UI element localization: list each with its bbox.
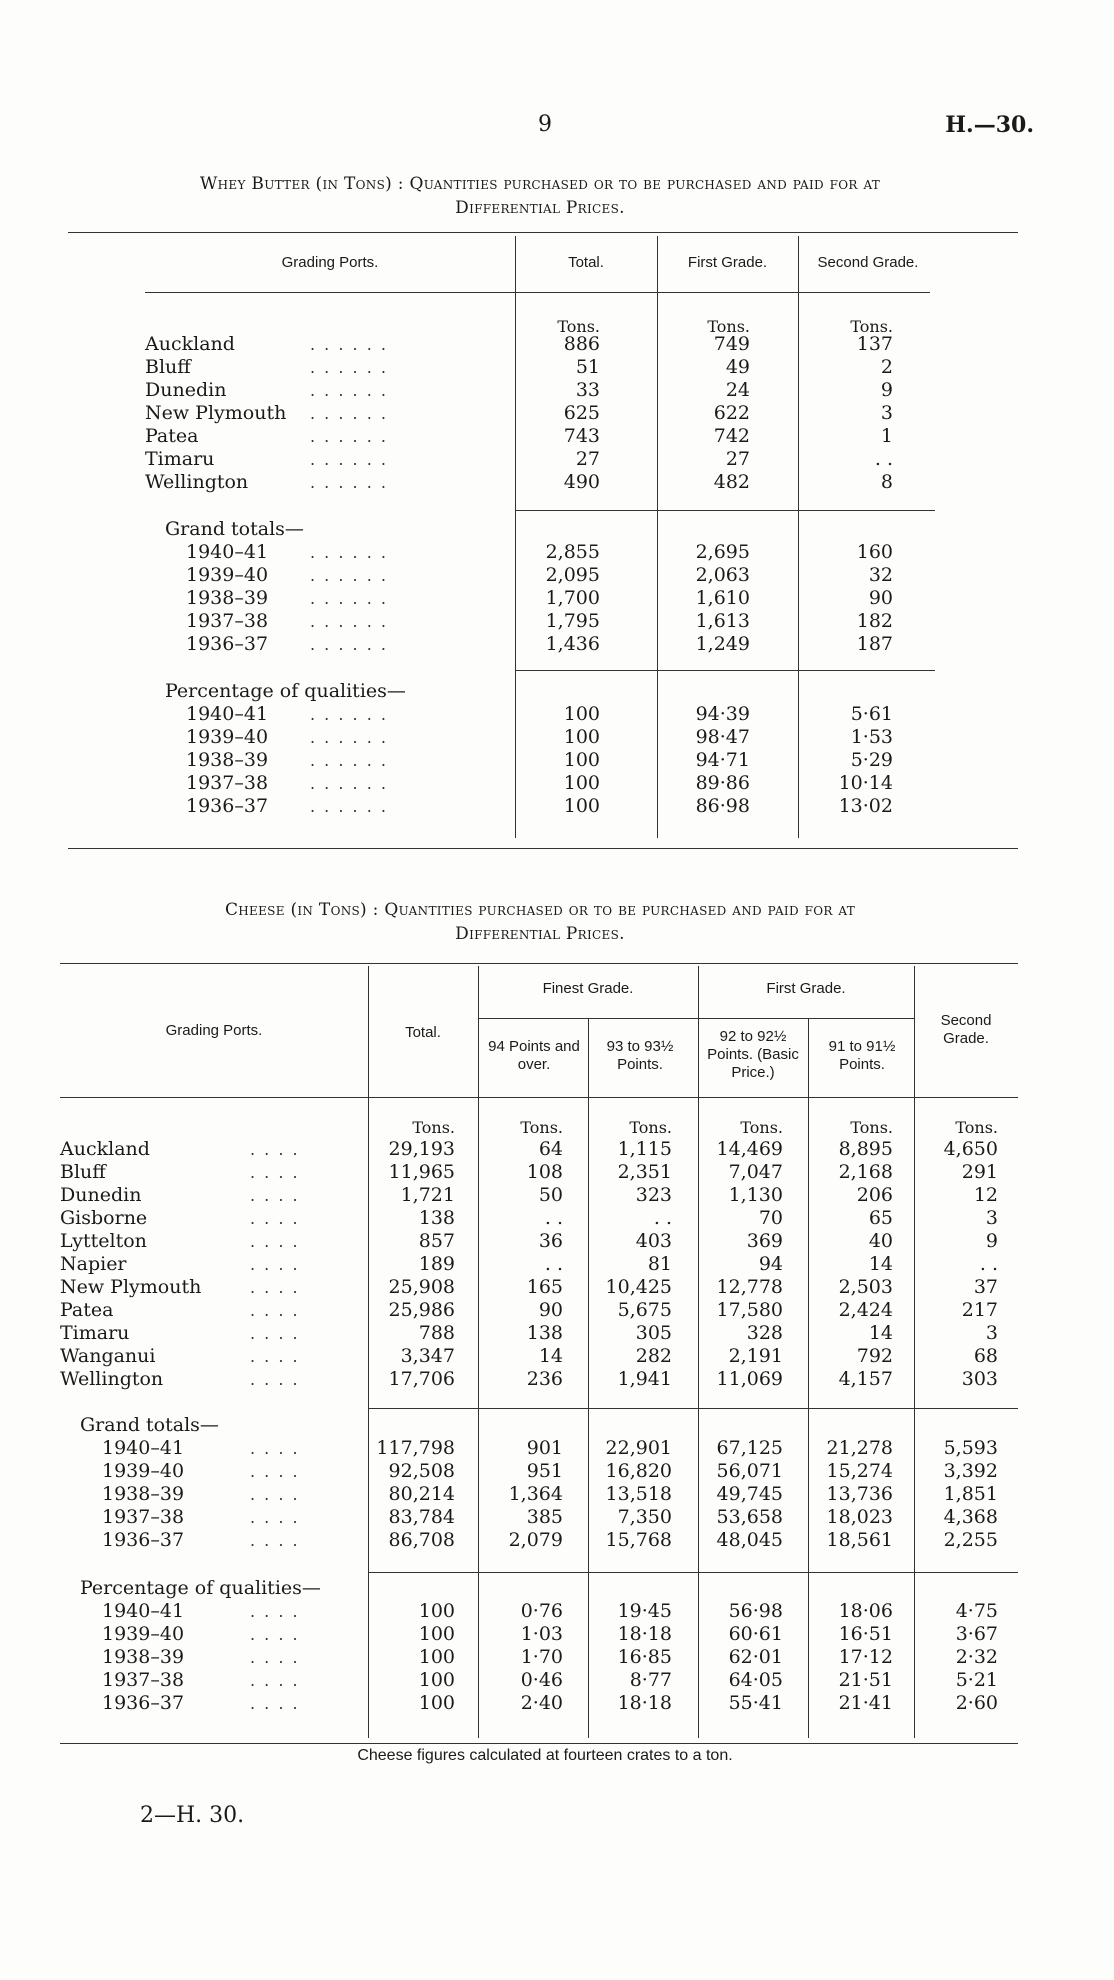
whey-totals-second: 182 <box>856 610 893 632</box>
whey-port-label: New Plymouth <box>145 402 287 424</box>
cheese-pct-cell: 2·32 <box>955 1646 998 1668</box>
whey-port-total: 625 <box>563 402 600 424</box>
cheese-title-line2: Differential Prices. <box>455 924 625 944</box>
cheese-totals-cell: 53,658 <box>716 1506 783 1528</box>
whey-col-total: Total. <box>568 254 604 271</box>
cheese-totals-cell: 22,901 <box>605 1437 672 1459</box>
cheese-totals-cell: 5,593 <box>943 1437 998 1459</box>
cheese-totals-cell: 901 <box>526 1437 563 1459</box>
cheese-ports-cell: 29,193 <box>388 1138 455 1160</box>
cheese-ports-cell: 81 <box>647 1253 672 1275</box>
cheese-totals-cell: 951 <box>526 1460 563 1482</box>
whey-pct-leader-dots: . . . . . . <box>310 797 388 816</box>
whey-port-first: 742 <box>713 425 750 447</box>
cheese-totals-cell: 385 <box>526 1506 563 1528</box>
whey-totals-label: 1939–40 <box>186 564 269 586</box>
cheese-ports-cell: 305 <box>635 1322 672 1344</box>
whey-port-leader-dots: . . . . . . <box>310 473 388 492</box>
cheese-totals-label: 1938–39 <box>102 1483 185 1505</box>
cheese-pct-cell: 60·61 <box>728 1623 783 1645</box>
whey-pct-label: 1937–38 <box>186 772 269 794</box>
whey-pct-first: 98·47 <box>695 726 750 748</box>
cheese-pct-cell: 8·77 <box>629 1669 672 1691</box>
cheese-totals-cell: 13,518 <box>605 1483 672 1505</box>
whey-pct-leader-dots: . . . . . . <box>310 705 388 724</box>
cheese-leader-dots: . . . . <box>250 1694 300 1713</box>
cheese-unit: Tons. <box>520 1118 563 1137</box>
cheese-ports-cell: 2,191 <box>728 1345 783 1367</box>
cheese-pct-cell: 2·40 <box>520 1692 563 1714</box>
whey-pct-second: 13·02 <box>838 795 893 817</box>
cheese-ports-cell: 8,895 <box>838 1138 893 1160</box>
whey-port-second: . . <box>874 448 893 470</box>
whey-totals-label: 1937–38 <box>186 610 269 632</box>
cheese-leader-dots: . . . . <box>250 1508 300 1527</box>
cheese-totals-label: 1940–41 <box>102 1437 185 1459</box>
whey-port-second: 8 <box>880 471 893 493</box>
cheese-unit: Tons. <box>629 1118 672 1137</box>
cheese-ports-cell: . . <box>544 1207 563 1229</box>
cheese-pct-cell: 18·18 <box>617 1692 672 1714</box>
cheese-totals-cell: 3,392 <box>943 1460 998 1482</box>
cheese-pct-cell: 5·21 <box>955 1669 998 1691</box>
whey-port-leader-dots: . . . . . . <box>310 404 388 423</box>
cheese-leader-dots: . . . . <box>250 1370 300 1389</box>
whey-totals-first: 2,695 <box>695 541 750 563</box>
cheese-ports-cell: 236 <box>526 1368 563 1390</box>
cheese-ports-cell: 2,503 <box>838 1276 893 1298</box>
whey-pct-leader-dots: . . . . . . <box>310 751 388 770</box>
cheese-leader-dots: . . . . <box>250 1301 300 1320</box>
whey-port-second: 9 <box>880 379 893 401</box>
cheese-unit: Tons. <box>740 1118 783 1137</box>
whey-port-total: 886 <box>563 333 600 355</box>
cheese-leader-dots: . . . . <box>250 1531 300 1550</box>
cheese-leader-dots: . . . . <box>250 1186 300 1205</box>
whey-port-second: 2 <box>880 356 893 378</box>
cheese-ports-cell: 1,941 <box>617 1368 672 1390</box>
cheese-ports-cell: 14,469 <box>716 1138 783 1160</box>
cheese-pct-cell: 16·51 <box>838 1623 893 1645</box>
cheese-ports-cell: 3 <box>985 1322 998 1344</box>
whey-totals-total: 1,436 <box>545 633 600 655</box>
cheese-ports-cell: 90 <box>538 1299 563 1321</box>
whey-pct-first: 94·39 <box>695 703 750 725</box>
cheese-ports-cell: 40 <box>868 1230 893 1252</box>
whey-pct-first: 86·98 <box>695 795 750 817</box>
whey-pct-label: 1939–40 <box>186 726 269 748</box>
cheese-pct-cell: 2·60 <box>955 1692 998 1714</box>
cheese-totals-cell: 1,851 <box>943 1483 998 1505</box>
cheese-leader-dots: . . . . <box>250 1278 300 1297</box>
cheese-ports-cell: 14 <box>868 1253 893 1275</box>
cheese-totals-cell: 2,079 <box>508 1529 563 1551</box>
whey-unit-first: Tons. <box>707 317 750 336</box>
whey-col-first: First Grade. <box>687 254 768 271</box>
cheese-totals-cell: 16,820 <box>605 1460 672 1482</box>
cheese-ports-cell: 68 <box>973 1345 998 1367</box>
cheese-ports-cell: 7,047 <box>728 1161 783 1183</box>
cheese-ports-label: Wanganui <box>60 1345 156 1367</box>
whey-pct-first: 89·86 <box>695 772 750 794</box>
cheese-ports-cell: 303 <box>961 1368 998 1390</box>
cheese-leader-dots: . . . . <box>250 1439 300 1458</box>
whey-port-total: 490 <box>563 471 600 493</box>
cheese-ports-cell: 14 <box>538 1345 563 1367</box>
whey-pct-second: 5·61 <box>850 703 893 725</box>
cheese-unit: Tons. <box>955 1118 998 1137</box>
whey-port-label: Wellington <box>145 471 249 493</box>
cheese-ports-cell: . . <box>979 1253 998 1275</box>
cheese-ports-cell: 2,168 <box>838 1161 893 1183</box>
whey-totals-second: 32 <box>868 564 893 586</box>
cheese-ports-label: New Plymouth <box>60 1276 202 1298</box>
whey-port-label: Auckland <box>145 333 235 355</box>
cheese-footnote: Cheese figures calculated at fourteen crates to a ton. <box>357 1747 733 1764</box>
whey-port-second: 137 <box>856 333 893 355</box>
whey-totals-first: 1,249 <box>695 633 750 655</box>
cheese-ports-cell: 9 <box>985 1230 998 1252</box>
whey-title-line1: Whey Butter (in Tons) : Quantities purchased or to be purchased and paid for at <box>199 174 881 194</box>
cheese-pct-cell: 21·41 <box>838 1692 893 1714</box>
cheese-ports-cell: 857 <box>418 1230 455 1252</box>
cheese-totals-cell: 7,350 <box>617 1506 672 1528</box>
whey-totals-label: Grand totals— <box>165 518 304 540</box>
cheese-pct-cell: 18·18 <box>617 1623 672 1645</box>
cheese-totals-cell: 18,561 <box>826 1529 893 1551</box>
cheese-ports-cell: 12 <box>973 1184 998 1206</box>
cheese-ports-cell: 17,580 <box>716 1299 783 1321</box>
cheese-totals-cell: 49,745 <box>716 1483 783 1505</box>
cheese-col-94: 94 Points and over. <box>488 1038 580 1073</box>
cheese-ports-cell: 14 <box>868 1322 893 1344</box>
cheese-totals-cell: 2,255 <box>943 1529 998 1551</box>
whey-totals-second: 90 <box>868 587 893 609</box>
cheese-leader-dots: . . . . <box>250 1140 300 1159</box>
cheese-ports-cell: 25,908 <box>388 1276 455 1298</box>
whey-port-first: 749 <box>713 333 750 355</box>
cheese-pct-cell: 21·51 <box>838 1669 893 1691</box>
cheese-leader-dots: . . . . <box>250 1648 300 1667</box>
cheese-ports-cell: 3,347 <box>400 1345 455 1367</box>
whey-pct-total: 100 <box>563 703 600 725</box>
whey-totals-first: 2,063 <box>695 564 750 586</box>
cheese-ports-cell: 403 <box>635 1230 672 1252</box>
cheese-totals-cell: 48,045 <box>716 1529 783 1551</box>
cheese-ports-cell: 70 <box>758 1207 783 1229</box>
cheese-leader-dots: . . . . <box>250 1347 300 1366</box>
cheese-ports-cell: . . <box>653 1207 672 1229</box>
cheese-ports-cell: 2,351 <box>617 1161 672 1183</box>
cheese-totals-cell: 18,023 <box>826 1506 893 1528</box>
cheese-pct-label: 1937–38 <box>102 1669 185 1691</box>
cheese-pct-cell: 16·85 <box>617 1646 672 1668</box>
cheese-totals-cell: 80,214 <box>388 1483 455 1505</box>
cheese-totals-cell: 67,125 <box>716 1437 783 1459</box>
cheese-totals-cell: 92,508 <box>388 1460 455 1482</box>
cheese-ports-label: Dunedin <box>60 1184 142 1206</box>
cheese-ports-cell: 2,424 <box>838 1299 893 1321</box>
whey-totals-leader-dots: . . . . . . <box>310 635 388 654</box>
cheese-ports-cell: 37 <box>973 1276 998 1298</box>
cheese-ports-cell: 138 <box>418 1207 455 1229</box>
cheese-ports-cell: 5,675 <box>617 1299 672 1321</box>
whey-port-first: 24 <box>725 379 750 401</box>
whey-port-leader-dots: . . . . . . <box>310 381 388 400</box>
report-reference: H.—30. <box>945 112 1034 138</box>
whey-port-first: 27 <box>725 448 750 470</box>
cheese-leader-dots: . . . . <box>250 1255 300 1274</box>
cheese-totals-label: Grand totals— <box>80 1414 219 1436</box>
whey-unit-second: Tons. <box>850 317 893 336</box>
page-number: 9 <box>538 112 552 137</box>
whey-totals-second: 160 <box>856 541 893 563</box>
whey-pct-second: 5·29 <box>850 749 893 771</box>
whey-totals-leader-dots: . . . . . . <box>310 612 388 631</box>
cheese-pct-cell: 56·98 <box>728 1600 783 1622</box>
cheese-leader-dots: . . . . <box>250 1462 300 1481</box>
whey-totals-label: 1940–41 <box>186 541 269 563</box>
cheese-ports-cell: . . <box>544 1253 563 1275</box>
cheese-col-ports: Grading Ports. <box>165 1022 263 1039</box>
whey-pct-total: 100 <box>563 795 600 817</box>
whey-pct-total: 100 <box>563 749 600 771</box>
whey-port-label: Timaru <box>145 448 215 470</box>
cheese-totals-cell: 117,798 <box>376 1437 455 1459</box>
cheese-ports-label: Auckland <box>60 1138 150 1160</box>
whey-totals-second: 187 <box>856 633 893 655</box>
cheese-pct-cell: 0·46 <box>520 1669 563 1691</box>
whey-totals-total: 1,700 <box>545 587 600 609</box>
cheese-unit: Tons. <box>850 1118 893 1137</box>
cheese-ports-cell: 291 <box>961 1161 998 1183</box>
cheese-title-line1: Cheese (in Tons) : Quantities purchased or to be purchased and paid for at <box>224 900 855 920</box>
whey-pct-first: 94·71 <box>695 749 750 771</box>
cheese-ports-cell: 11,069 <box>716 1368 783 1390</box>
whey-pct-second: 10·14 <box>838 772 893 794</box>
whey-port-total: 33 <box>575 379 600 401</box>
cheese-totals-cell: 86,708 <box>388 1529 455 1551</box>
whey-totals-total: 2,855 <box>545 541 600 563</box>
cheese-pct-cell: 19·45 <box>617 1600 672 1622</box>
cheese-totals-label: 1937–38 <box>102 1506 185 1528</box>
cheese-pct-label: 1938–39 <box>102 1646 185 1668</box>
cheese-pct-cell: 62·01 <box>728 1646 783 1668</box>
cheese-ports-label: Lyttelton <box>60 1230 147 1252</box>
cheese-ports-cell: 11,965 <box>388 1161 455 1183</box>
cheese-ports-cell: 12,778 <box>716 1276 783 1298</box>
cheese-pct-cell: 55·41 <box>728 1692 783 1714</box>
whey-totals-leader-dots: . . . . . . <box>310 566 388 585</box>
cheese-totals-cell: 1,364 <box>508 1483 563 1505</box>
whey-port-second: 3 <box>880 402 893 424</box>
cheese-ports-cell: 788 <box>418 1322 455 1344</box>
cheese-ports-label: Timaru <box>60 1322 130 1344</box>
cheese-totals-cell: 15,274 <box>826 1460 893 1482</box>
cheese-ports-label: Patea <box>60 1299 114 1321</box>
whey-port-first: 49 <box>725 356 750 378</box>
cheese-ports-cell: 165 <box>526 1276 563 1298</box>
cheese-ports-label: Wellington <box>60 1368 164 1390</box>
whey-port-first: 482 <box>713 471 750 493</box>
whey-port-first: 622 <box>713 402 750 424</box>
cheese-ports-cell: 4,157 <box>838 1368 893 1390</box>
cheese-totals-cell: 4,368 <box>943 1506 998 1528</box>
cheese-leader-dots: . . . . <box>250 1163 300 1182</box>
cheese-leader-dots: . . . . <box>250 1324 300 1343</box>
whey-port-leader-dots: . . . . . . <box>310 450 388 469</box>
whey-port-label: Bluff <box>145 356 191 378</box>
whey-pct-leader-dots: . . . . . . <box>310 728 388 747</box>
whey-port-leader-dots: . . . . . . <box>310 358 388 377</box>
whey-port-leader-dots: . . . . . . <box>310 427 388 446</box>
cheese-ports-cell: 10,425 <box>605 1276 672 1298</box>
cheese-leader-dots: . . . . <box>250 1602 300 1621</box>
whey-totals-label: 1938–39 <box>186 587 269 609</box>
cheese-ports-label: Gisborne <box>60 1207 148 1229</box>
cheese-pct-label: 1939–40 <box>102 1623 185 1645</box>
cheese-col-93: 93 to 93½ Points. <box>606 1038 674 1073</box>
cheese-pct-label: Percentage of qualities— <box>80 1577 321 1599</box>
cheese-ports-cell: 323 <box>635 1184 672 1206</box>
whey-pct-leader-dots: . . . . . . <box>310 774 388 793</box>
cheese-pct-cell: 100 <box>418 1600 455 1622</box>
cheese-pct-cell: 100 <box>418 1669 455 1691</box>
cheese-ports-cell: 328 <box>746 1322 783 1344</box>
cheese-ports-label: Bluff <box>60 1161 106 1183</box>
cheese-ports-cell: 65 <box>868 1207 893 1229</box>
cheese-col-91: 91 to 91½ Points. <box>828 1038 896 1073</box>
cheese-ports-cell: 189 <box>418 1253 455 1275</box>
cheese-ports-cell: 17,706 <box>388 1368 455 1390</box>
cheese-ports-cell: 369 <box>746 1230 783 1252</box>
cheese-pct-cell: 0·76 <box>520 1600 563 1622</box>
whey-totals-leader-dots: . . . . . . <box>310 589 388 608</box>
cheese-pct-cell: 3·67 <box>955 1623 998 1645</box>
whey-port-total: 743 <box>563 425 600 447</box>
whey-port-second: 1 <box>880 425 893 447</box>
whey-col-ports: Grading Ports. <box>281 254 379 271</box>
whey-totals-first: 1,613 <box>695 610 750 632</box>
cheese-ports-cell: 206 <box>856 1184 893 1206</box>
whey-totals-leader-dots: . . . . . . <box>310 543 388 562</box>
cheese-totals-cell: 21,278 <box>826 1437 893 1459</box>
cheese-ports-cell: 282 <box>635 1345 672 1367</box>
cheese-pct-cell: 1·03 <box>520 1623 563 1645</box>
cheese-ports-cell: 25,986 <box>388 1299 455 1321</box>
whey-totals-total: 1,795 <box>545 610 600 632</box>
cheese-leader-dots: . . . . <box>250 1485 300 1504</box>
cheese-pct-label: 1936–37 <box>102 1692 185 1714</box>
cheese-ports-cell: 792 <box>856 1345 893 1367</box>
cheese-ports-cell: 50 <box>538 1184 563 1206</box>
cheese-pct-cell: 4·75 <box>955 1600 998 1622</box>
whey-pct-second: 1·53 <box>850 726 893 748</box>
cheese-leader-dots: . . . . <box>250 1209 300 1228</box>
cheese-pct-cell: 64·05 <box>728 1669 783 1691</box>
whey-totals-total: 2,095 <box>545 564 600 586</box>
cheese-ports-cell: 217 <box>961 1299 998 1321</box>
whey-col-second: Second Grade. <box>817 254 919 271</box>
whey-pct-label: 1940–41 <box>186 703 269 725</box>
cheese-ports-cell: 36 <box>538 1230 563 1252</box>
cheese-totals-label: 1936–37 <box>102 1529 185 1551</box>
whey-port-total: 51 <box>575 356 600 378</box>
cheese-totals-cell: 83,784 <box>388 1506 455 1528</box>
cheese-totals-label: 1939–40 <box>102 1460 185 1482</box>
cheese-leader-dots: . . . . <box>250 1671 300 1690</box>
cheese-col-second: Second Grade. <box>940 1012 992 1047</box>
cheese-ports-cell: 1,115 <box>617 1138 672 1160</box>
whey-unit-total: Tons. <box>557 317 600 336</box>
cheese-ports-cell: 1,130 <box>728 1184 783 1206</box>
cheese-col-92: 92 to 92½ Points. (Basic Price.) <box>707 1028 799 1081</box>
whey-pct-total: 100 <box>563 726 600 748</box>
cheese-pct-cell: 100 <box>418 1623 455 1645</box>
cheese-pct-cell: 18·06 <box>838 1600 893 1622</box>
whey-totals-first: 1,610 <box>695 587 750 609</box>
cheese-ports-cell: 94 <box>758 1253 783 1275</box>
whey-port-label: Dunedin <box>145 379 227 401</box>
cheese-pct-cell: 100 <box>418 1646 455 1668</box>
cheese-ports-cell: 138 <box>526 1322 563 1344</box>
whey-pct-label: 1936–37 <box>186 795 269 817</box>
whey-port-label: Patea <box>145 425 199 447</box>
cheese-unit: Tons. <box>412 1118 455 1137</box>
whey-pct-label: Percentage of qualities— <box>165 680 406 702</box>
cheese-col-total: Total. <box>405 1024 441 1041</box>
cheese-leader-dots: . . . . <box>250 1625 300 1644</box>
page-footer: 2—H. 30. <box>140 1803 245 1828</box>
whey-port-total: 27 <box>575 448 600 470</box>
cheese-col-finest: Finest Grade. <box>542 980 634 997</box>
whey-port-leader-dots: . . . . . . <box>310 335 388 354</box>
whey-title-line2: Differential Prices. <box>455 198 625 218</box>
cheese-totals-cell: 15,768 <box>605 1529 672 1551</box>
cheese-pct-cell: 17·12 <box>838 1646 893 1668</box>
whey-pct-total: 100 <box>563 772 600 794</box>
cheese-ports-cell: 3 <box>985 1207 998 1229</box>
cheese-totals-cell: 13,736 <box>826 1483 893 1505</box>
cheese-leader-dots: . . . . <box>250 1232 300 1251</box>
cheese-ports-cell: 64 <box>538 1138 563 1160</box>
cheese-col-first: First Grade. <box>766 980 846 997</box>
whey-totals-label: 1936–37 <box>186 633 269 655</box>
cheese-pct-cell: 100 <box>418 1692 455 1714</box>
cheese-ports-cell: 4,650 <box>943 1138 998 1160</box>
cheese-ports-label: Napier <box>60 1253 127 1275</box>
cheese-ports-cell: 108 <box>526 1161 563 1183</box>
cheese-ports-cell: 1,721 <box>400 1184 455 1206</box>
whey-pct-label: 1938–39 <box>186 749 269 771</box>
cheese-pct-cell: 1·70 <box>520 1646 563 1668</box>
cheese-totals-cell: 56,071 <box>716 1460 783 1482</box>
cheese-pct-label: 1940–41 <box>102 1600 185 1622</box>
